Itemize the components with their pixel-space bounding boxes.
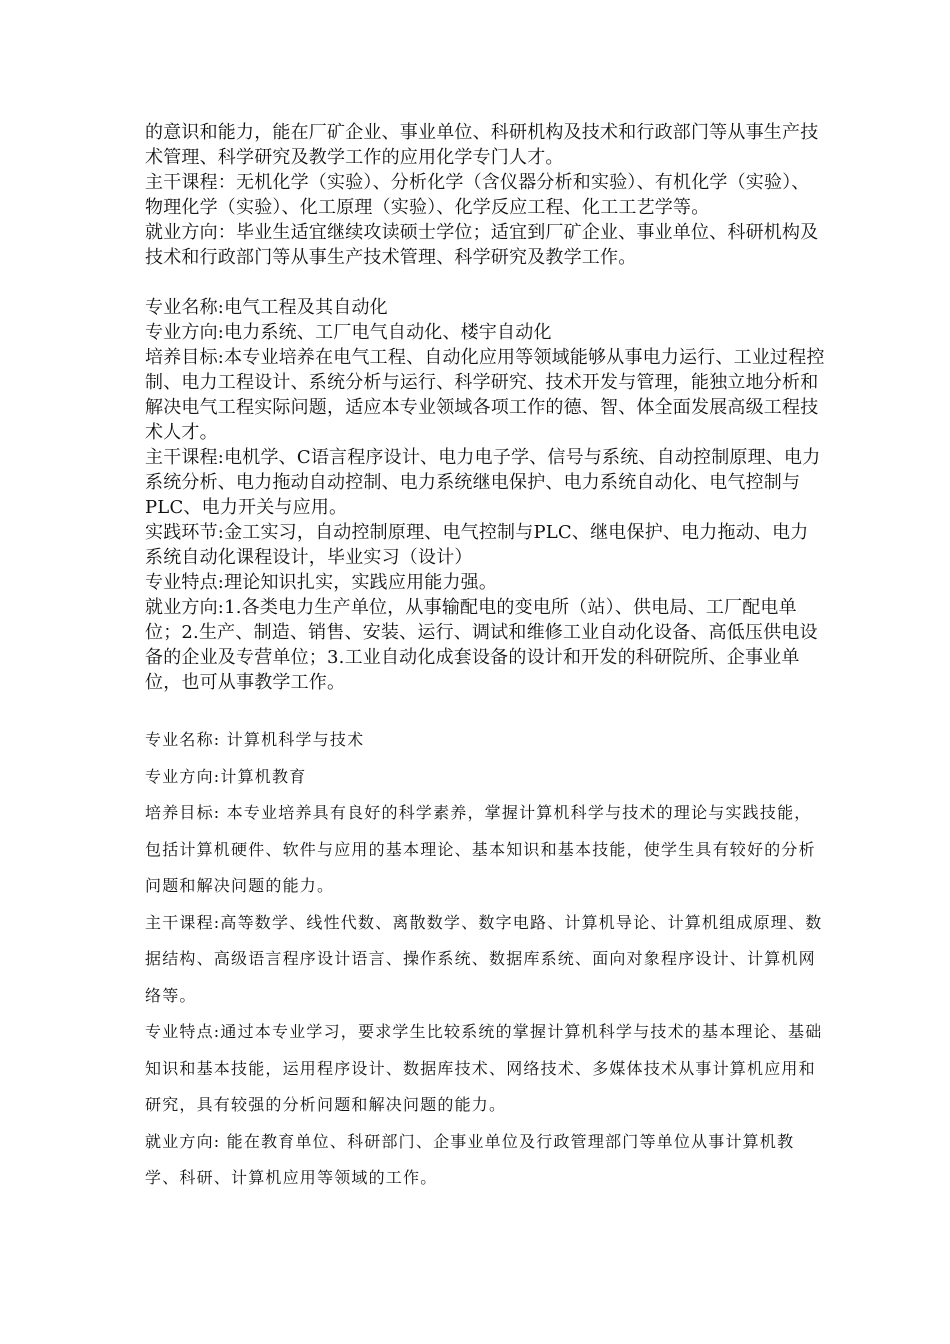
paragraph-chem-employment: 就业方向：毕业生适宜继续攻读硕士学位；适宜到厂矿企业、事业单位、科研机构及技术和行政部门等从事生产技术管理、科学研究及教学工作。: [145, 222, 819, 268]
chemistry-section: [145, 120, 825, 270]
paragraph-ee-goal: 培养目标:本专业培养在电气工程、自动化应用等领域能够从事电力运行、工业过程控制、电力工程设计、系统分析与运行、科学研究、技术开发与管理，能独立地分析和解决电气工程实际问题，适应本专业领域各项工作的德、智、体全面发展高级工程技术人才。: [145, 347, 825, 443]
paragraph-ee-courses: 主干课程:电机学、C语言程序设计、电力电子学、信号与系统、自动控制原理、电力系统分析、电力拖动自动控制、电力系统继电保护、电力系统自动化、电气控制与PLC、电力开关与应用。: [145, 447, 821, 518]
paragraph-cs-employment: 就业方向: 能在教育单位、科研部门、企事业单位及行政管理部门等单位从事计算机教学、科研、计算机应用等领域的工作。: [145, 1131, 795, 1187]
paragraph-cs-name: 专业名称: 计算机科学与技术: [145, 730, 365, 749]
section-spacer: [145, 695, 825, 722]
paragraph-ee-name: 专业名称:电气工程及其自动化: [145, 297, 388, 318]
paragraph-cs-direction: 专业方向:计算机教育: [145, 766, 307, 786]
paragraph-cs-features: 专业特点:通过本专业学习，要求学生比较系统的掌握计算机科学与技术的基本理论、基础知识和基本技能，运用程序设计、数据库技术、网络技术、多媒体技术从事计算机应用和研究，具有较强的分析问题和解决问题的能力。: [145, 1022, 823, 1114]
paragraph-cs-goal: 培养目标: 本专业培养具有良好的科学素养，掌握计算机科学与技术的理论与实践技能，包括计算机硬件、软件与应用的基本理论、基本知识和基本技能，使学生具有较好的分析问题和解决问题的能力。: [145, 803, 816, 895]
paragraph-cs-courses: 主干课程:高等数学、线性代数、离散数学、数字电路、计算机导论、计算机组成原理、数据结构、高级语言程序设计语言、操作系统、数据库系统、面向对象程序设计、计算机网络等。: [145, 912, 823, 1005]
electrical-section: [145, 295, 825, 695]
paragraph-chem-intro: 的意识和能力，能在厂矿企业、事业单位、科研机构及技术和行政部门等从事生产技术管理、科学研究及教学工作的应用化学专门人才。: [145, 122, 819, 168]
paragraph-ee-employment: 就业方向:1.各类电力生产单位，从事输配电的变电所（站）、供电局、工厂配电单位；2.生产、制造、销售、安装、运行、调试和维修工业自动化设备、高低压供电设备的企业及专营单位；3.工业自动化成套设备的设计和开发的科研院所、企事业单位，也可从事教学工作。: [145, 597, 818, 693]
paragraph-ee-features: 专业特点:理论知识扎实，实践应用能力强。: [145, 572, 498, 593]
paragraph-ee-practice: 实践环节:金工实习，自动控制原理、电气控制与PLC、继电保护、电力拖动、电力系统自动化课程设计，毕业实习（设计）: [145, 522, 809, 568]
computer-section: [145, 722, 825, 1197]
section-spacer: [145, 270, 825, 295]
paragraph-chem-courses: 主干课程：无机化学（实验）、分析化学（含仪器分析和实验）、有机化学（实验）、物理化学（实验）、化工原理（实验）、化学反应工程、化工工艺学等。: [145, 172, 810, 218]
document-page: [145, 120, 825, 1197]
paragraph-ee-direction: 专业方向:电力系统、工厂电气自动化、楼宇自动化: [145, 322, 552, 343]
